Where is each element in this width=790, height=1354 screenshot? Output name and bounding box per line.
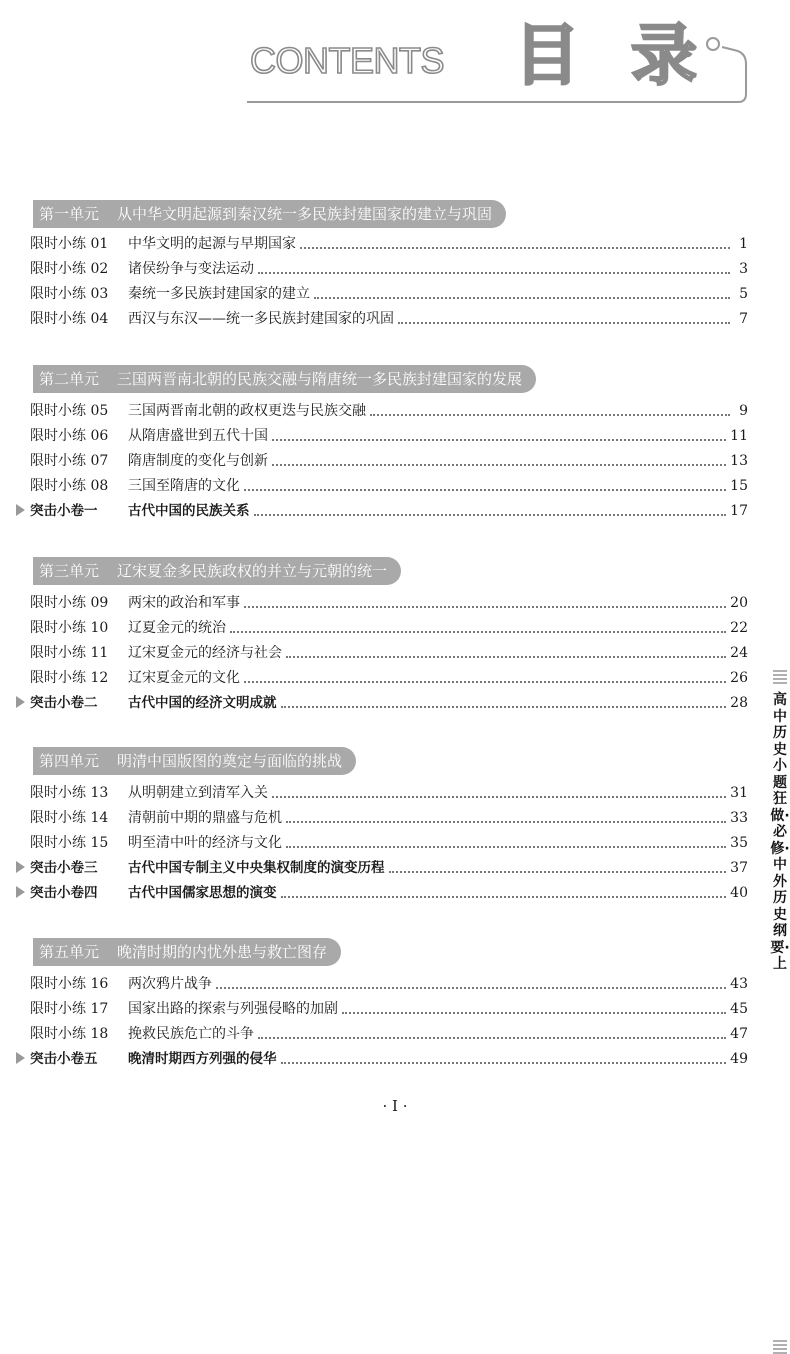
toc-entry[interactable] bbox=[30, 664, 748, 688]
toc-entry[interactable] bbox=[30, 447, 748, 471]
side-tab bbox=[770, 660, 790, 1130]
toc-entry[interactable] bbox=[30, 280, 748, 304]
dot-leader bbox=[272, 438, 726, 441]
entry-title: 清朝前中期的鼎盛与危机 bbox=[128, 810, 282, 826]
triangle-marker-icon bbox=[16, 696, 25, 708]
entry-page-number: 35 bbox=[730, 835, 748, 851]
entry-label: 限时小练 06 bbox=[30, 428, 109, 444]
entry-page-number: 33 bbox=[730, 810, 748, 826]
unit-title: 晚清时期的内忧外患与救亡图存 bbox=[117, 943, 328, 961]
entry-title: 三国至隋唐的文化 bbox=[128, 478, 240, 494]
dot-leader bbox=[281, 1061, 727, 1064]
entry-title: 隋唐制度的变化与创新 bbox=[128, 453, 268, 469]
dot-leader bbox=[272, 463, 726, 466]
toc-entry-assessment[interactable] bbox=[30, 497, 748, 521]
entry-label: 突击小卷四 bbox=[30, 885, 98, 901]
dot-leader bbox=[286, 845, 726, 848]
unit-heading-bar bbox=[33, 938, 341, 966]
toc-entry[interactable] bbox=[30, 995, 748, 1019]
entry-title: 两宋的政治和军事 bbox=[128, 595, 240, 611]
entry-title: 古代中国儒家思想的演变 bbox=[128, 885, 277, 901]
entry-label: 突击小卷一 bbox=[30, 503, 98, 519]
unit-heading-bar bbox=[33, 747, 356, 775]
entry-label: 突击小卷三 bbox=[30, 860, 98, 876]
entry-label: 限时小练 18 bbox=[30, 1026, 109, 1042]
entry-label: 限时小练 12 bbox=[30, 670, 109, 686]
toc-entry[interactable] bbox=[30, 614, 748, 638]
entry-page-number: 9 bbox=[739, 403, 748, 419]
entry-title: 辽宋夏金元的文化 bbox=[128, 670, 240, 686]
entry-label: 限时小练 16 bbox=[30, 976, 109, 992]
side-tab-bottom-bars bbox=[773, 1340, 787, 1354]
entry-page-number: 47 bbox=[730, 1026, 748, 1042]
unit-heading-bar bbox=[33, 557, 401, 585]
entry-page-number: 15 bbox=[730, 478, 748, 494]
entry-page-number: 13 bbox=[730, 453, 748, 469]
entry-page-number: 7 bbox=[739, 311, 748, 327]
triangle-marker-icon bbox=[16, 504, 25, 516]
toc-entry-assessment[interactable] bbox=[30, 854, 748, 878]
entry-title: 诸侯纷争与变法运动 bbox=[128, 261, 254, 277]
entry-label: 限时小练 01 bbox=[30, 236, 109, 252]
mulu-heading: 目 录 bbox=[514, 17, 711, 94]
unit-number: 第三单元 bbox=[39, 562, 100, 580]
dot-leader bbox=[342, 1011, 726, 1014]
entry-title: 从明朝建立到清军入关 bbox=[128, 785, 268, 801]
entry-page-number: 40 bbox=[730, 885, 748, 901]
entry-title: 西汉与东汉——统一多民族封建国家的巩固 bbox=[128, 311, 394, 327]
unit-title: 从中华文明起源到秦汉统一多民族封建国家的建立与巩固 bbox=[117, 205, 493, 223]
unit-number: 第五单元 bbox=[39, 943, 100, 961]
entry-label: 限时小练 15 bbox=[30, 835, 109, 851]
unit-number: 第二单元 bbox=[39, 370, 100, 388]
toc-entry[interactable] bbox=[30, 970, 748, 994]
entry-page-number: 1 bbox=[739, 236, 748, 252]
entry-label: 限时小练 02 bbox=[30, 261, 109, 277]
side-tab-text: 高中历史 小题狂做·必修·中外历史纲要·上 bbox=[770, 692, 790, 972]
entry-title: 挽救民族危亡的斗争 bbox=[128, 1026, 254, 1042]
entry-title: 明至清中叶的经济与文化 bbox=[128, 835, 282, 851]
entry-label: 限时小练 08 bbox=[30, 478, 109, 494]
dot-leader bbox=[286, 820, 726, 823]
triangle-marker-icon bbox=[16, 861, 25, 873]
toc-entry[interactable] bbox=[30, 639, 748, 663]
entry-title: 古代中国专制主义中央集权制度的演变历程 bbox=[128, 860, 385, 876]
toc-entry-assessment[interactable] bbox=[30, 1045, 748, 1069]
triangle-marker-icon bbox=[16, 886, 25, 898]
entry-title: 从隋唐盛世到五代十国 bbox=[128, 428, 268, 444]
unit-heading-bar bbox=[33, 200, 506, 228]
entry-label: 突击小卷二 bbox=[30, 695, 98, 711]
dot-leader bbox=[244, 605, 726, 608]
entry-label: 限时小练 14 bbox=[30, 810, 109, 826]
entry-page-number: 5 bbox=[739, 286, 748, 302]
unit-number: 第四单元 bbox=[39, 752, 100, 770]
dot-leader bbox=[258, 271, 730, 274]
contents-heading: CONTENTS bbox=[250, 40, 444, 81]
dot-leader bbox=[370, 413, 730, 416]
dot-leader bbox=[244, 488, 726, 491]
toc-entry[interactable] bbox=[30, 230, 748, 254]
dot-leader bbox=[258, 1036, 726, 1039]
unit-title: 三国两晋南北朝的民族交融与隋唐统一多民族封建国家的发展 bbox=[117, 370, 523, 388]
entry-page-number: 43 bbox=[730, 976, 748, 992]
dot-leader bbox=[286, 655, 726, 658]
triangle-marker-icon bbox=[16, 1052, 25, 1064]
entry-label: 限时小练 10 bbox=[30, 620, 109, 636]
entry-title: 两次鸦片战争 bbox=[128, 976, 212, 992]
entry-label: 限时小练 05 bbox=[30, 403, 109, 419]
dot-leader bbox=[216, 986, 726, 989]
unit-number: 第一单元 bbox=[39, 205, 100, 223]
entry-label: 限时小练 17 bbox=[30, 1001, 109, 1017]
entry-label: 限时小练 09 bbox=[30, 595, 109, 611]
dot-leader bbox=[281, 705, 727, 708]
toc-entry[interactable] bbox=[30, 422, 748, 446]
entry-title: 古代中国的民族关系 bbox=[128, 503, 250, 519]
dot-leader bbox=[281, 895, 727, 898]
entry-title: 国家出路的探索与列强侵略的加剧 bbox=[128, 1001, 338, 1017]
entry-label: 突击小卷五 bbox=[30, 1051, 98, 1067]
unit-title: 明清中国版图的奠定与面临的挑战 bbox=[117, 752, 343, 770]
entry-page-number: 31 bbox=[730, 785, 748, 801]
entry-title: 辽夏金元的统治 bbox=[128, 620, 226, 636]
entry-title: 中华文明的起源与早期国家 bbox=[128, 236, 296, 252]
dot-leader bbox=[244, 680, 726, 683]
dot-leader bbox=[272, 795, 726, 798]
dot-leader bbox=[254, 513, 727, 516]
entry-label: 限时小练 07 bbox=[30, 453, 109, 469]
entry-page-number: 22 bbox=[730, 620, 748, 636]
unit-title: 辽宋夏金多民族政权的并立与元朝的统一 bbox=[117, 562, 388, 580]
entry-page-number: 24 bbox=[730, 645, 748, 661]
entry-title: 古代中国的经济文明成就 bbox=[128, 695, 277, 711]
entry-title: 三国两晋南北朝的政权更迭与民族交融 bbox=[128, 403, 366, 419]
entry-page-number: 11 bbox=[730, 428, 748, 444]
entry-page-number: 28 bbox=[730, 695, 748, 711]
entry-label: 限时小练 04 bbox=[30, 311, 109, 327]
entry-page-number: 37 bbox=[730, 860, 748, 876]
toc-entry-assessment[interactable] bbox=[30, 879, 748, 903]
entry-page-number: 26 bbox=[730, 670, 748, 686]
entry-page-number: 20 bbox=[730, 595, 748, 611]
toc-entry-assessment[interactable] bbox=[30, 689, 748, 713]
entry-title: 秦统一多民族封建国家的建立 bbox=[128, 286, 310, 302]
dot-leader bbox=[389, 870, 727, 873]
toc-entry[interactable] bbox=[30, 779, 748, 803]
toc-entry[interactable] bbox=[30, 397, 748, 421]
side-tab-top-bars bbox=[773, 670, 787, 684]
toc-entry[interactable] bbox=[30, 472, 748, 496]
dot-leader bbox=[314, 296, 730, 299]
entry-title: 晚清时期西方列强的侵华 bbox=[128, 1051, 277, 1067]
dot-leader bbox=[230, 630, 726, 633]
dot-leader bbox=[300, 246, 730, 249]
dot-leader bbox=[398, 321, 730, 324]
entry-page-number: 3 bbox=[739, 261, 748, 277]
toc-entry[interactable] bbox=[30, 255, 748, 279]
entry-label: 限时小练 03 bbox=[30, 286, 109, 302]
page-number: · I · bbox=[382, 1097, 408, 1115]
toc-entry[interactable] bbox=[30, 1020, 748, 1044]
entry-title: 辽宋夏金元的经济与社会 bbox=[128, 645, 282, 661]
entry-page-number: 17 bbox=[730, 503, 748, 519]
entry-label: 限时小练 13 bbox=[30, 785, 109, 801]
toc-header bbox=[0, 0, 790, 110]
toc-entry[interactable] bbox=[30, 804, 748, 828]
toc-entry[interactable] bbox=[30, 589, 748, 613]
toc-entry[interactable] bbox=[30, 829, 748, 853]
entry-page-number: 49 bbox=[730, 1051, 748, 1067]
toc-entry[interactable] bbox=[30, 305, 748, 329]
unit-heading-bar bbox=[33, 365, 536, 393]
entry-label: 限时小练 11 bbox=[30, 645, 109, 661]
entry-page-number: 45 bbox=[730, 1001, 748, 1017]
